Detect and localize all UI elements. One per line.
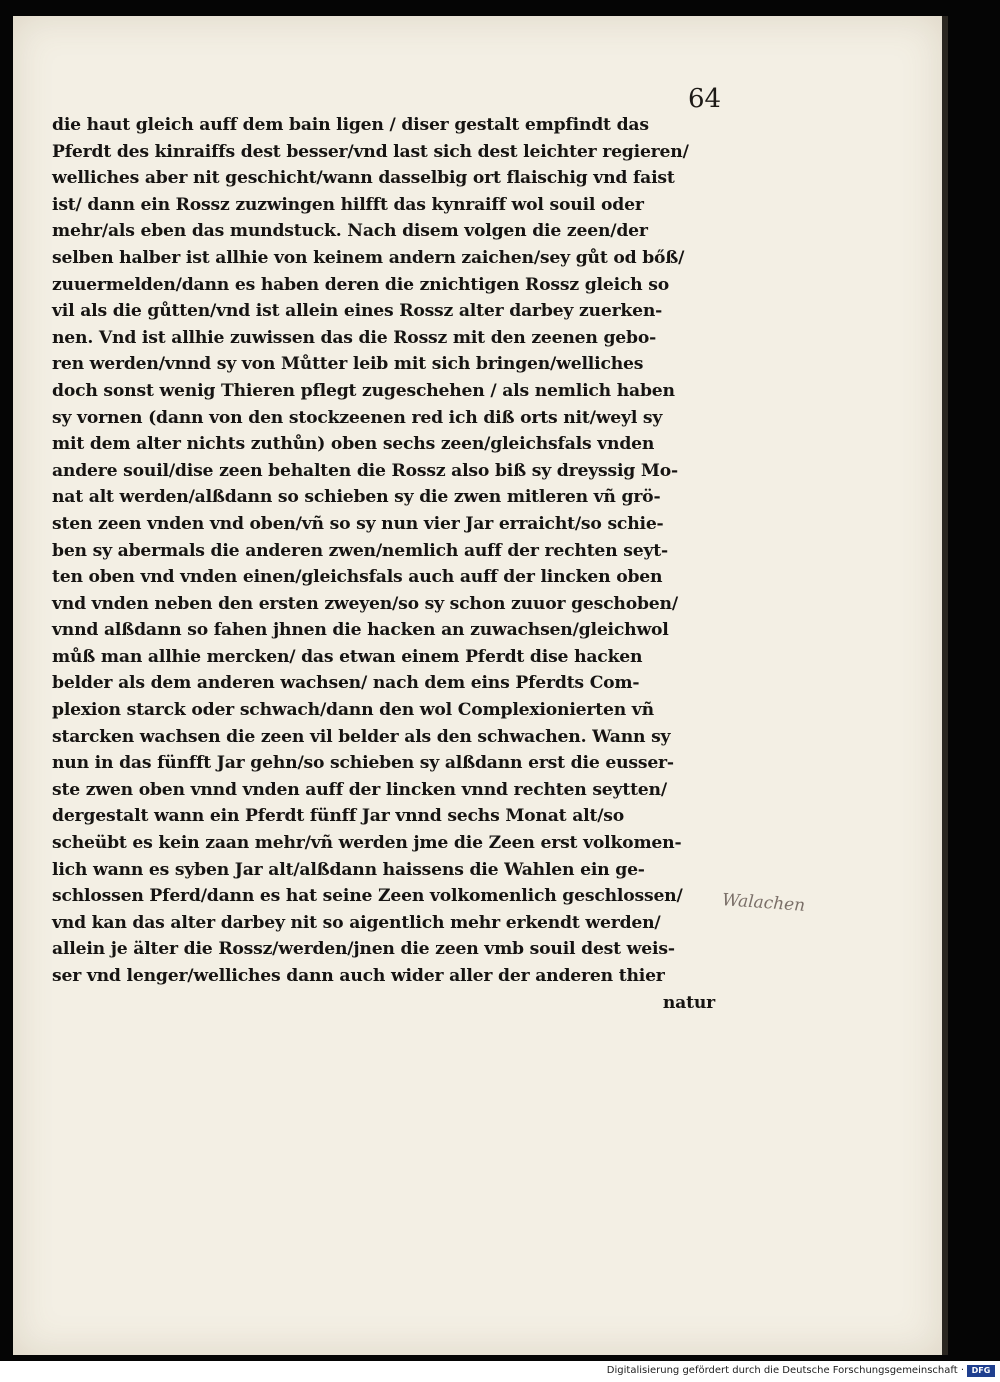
text-line: nat alt werden/alßdann so schieben sy die zwen mitleren vñ grö-: [52, 487, 661, 508]
text-line: die haut gleich auff dem bain ligen / diser gestalt empfindt das: [52, 115, 649, 135]
text-line: schlossen Pferd/dann es hat seine Zeen volkomenlich geschlossen/: [52, 886, 683, 907]
text-line: ten oben vnd vnden einen/gleichsfals auch auff der lincken oben: [52, 567, 663, 588]
text-line: mehr/als eben das mundstuck. Nach disem volgen die zeen/der: [52, 221, 648, 242]
text-line: ser vnd lenger/welliches dann auch wider aller der anderen thier: [52, 966, 665, 986]
text-line: starcken wachsen die zeen vil belder als den schwachen. Wann sy: [52, 726, 671, 747]
text-line: sten zeen vnden vnd oben/vñ so sy nun vier Jar erraicht/so schie-: [52, 513, 664, 534]
text-line: zuuermelden/dann es haben deren die znichtigen Rossz gleich so: [52, 274, 669, 295]
text-line: ste zwen oben vnnd vnden auff der lincken vnnd rechten seytten/: [52, 779, 667, 800]
text-line: vnd vnden neben den ersten zweyen/so sy schon zuuor geschoben/: [52, 593, 678, 614]
text-line: plexion starck oder schwach/dann den wol Complexionierten vñ: [52, 700, 654, 721]
text-line: scheübt es kein zaan mehr/vñ werden jme die Zeen erst volkomen-: [52, 833, 682, 854]
text-line: allein je älter die Rossz/werden/jnen die zeen vmb souil dest weis-: [52, 939, 675, 960]
text-line: mit dem alter nichts zuthůn) oben sechs zeen/gleichsfals vnden: [52, 434, 655, 455]
text-line: andere souil/dise zeen behalten die Rossz also biß sy dreyssig Mo-: [52, 460, 678, 481]
text-line: ist/ dann ein Rossz zuzwingen hilfft das kynraiff wol souil oder: [52, 194, 644, 215]
text-line: doch sonst wenig Thieren pflegt zugeschehen / als nemlich haben: [52, 380, 675, 401]
catchword: natur: [662, 992, 715, 1013]
text-line: sy vornen (dann von den stockzeenen red ich diß orts nit/weyl sy: [52, 407, 663, 428]
footer-bar: [0, 1361, 1000, 1382]
text-line: můß man allhie mercken/ das etwan einem Pferdt dise hacken: [52, 646, 643, 667]
page-number: 64: [688, 84, 722, 114]
text-line: ben sy abermals die anderen zwen/nemlich auff der rechten seyt-: [52, 540, 668, 561]
text-line: selben halber ist allhie von keinem andern zaichen/sey gůt od bőß/: [52, 247, 685, 268]
page-edge: [942, 16, 948, 1355]
text-line: ren werden/vnnd sy von Můtter leib mit sich bringen/welliches: [52, 354, 644, 375]
dfg-logo: DFG: [967, 1365, 995, 1377]
text-line: lich wann es syben Jar alt/alßdann haissens die Wahlen ein ge-: [52, 859, 645, 880]
text-line: vil als die gůtten/vnd ist allein eines Rossz alter darbey zuerken-: [52, 301, 663, 322]
text-line: Pferdt des kinraiffs dest besser/vnd last sich dest leichter regieren/: [52, 141, 689, 162]
text-line: dergestalt wann ein Pferdt fünff Jar vnnd sechs Monat alt/so: [52, 806, 625, 827]
text-line: nen. Vnd ist allhie zuwissen das die Rossz mit den zeenen gebo-: [52, 327, 657, 348]
text-line: vnd kan das alter darbey nit so aigentlich mehr erkendt werden/: [52, 912, 661, 933]
text-line: nun in das fünfft Jar gehn/so schieben sy alßdann erst die eusser-: [52, 753, 674, 774]
body-text: [52, 112, 737, 1016]
text-line: welliches aber nit geschicht/wann dasselbig ort flaischig vnd faist: [52, 168, 675, 189]
text-line: belder als dem anderen wachsen/ nach dem eins Pferdts Com-: [52, 673, 640, 694]
marginal-note: Walachen: [721, 890, 806, 916]
funding-credit: Digitalisierung gefördert durch die Deutsche Forschungsgemeinschaft ·: [606, 1365, 964, 1376]
text-line: vnnd alßdann so fahen jhnen die hacken an zuwachsen/gleichwol: [52, 620, 669, 641]
